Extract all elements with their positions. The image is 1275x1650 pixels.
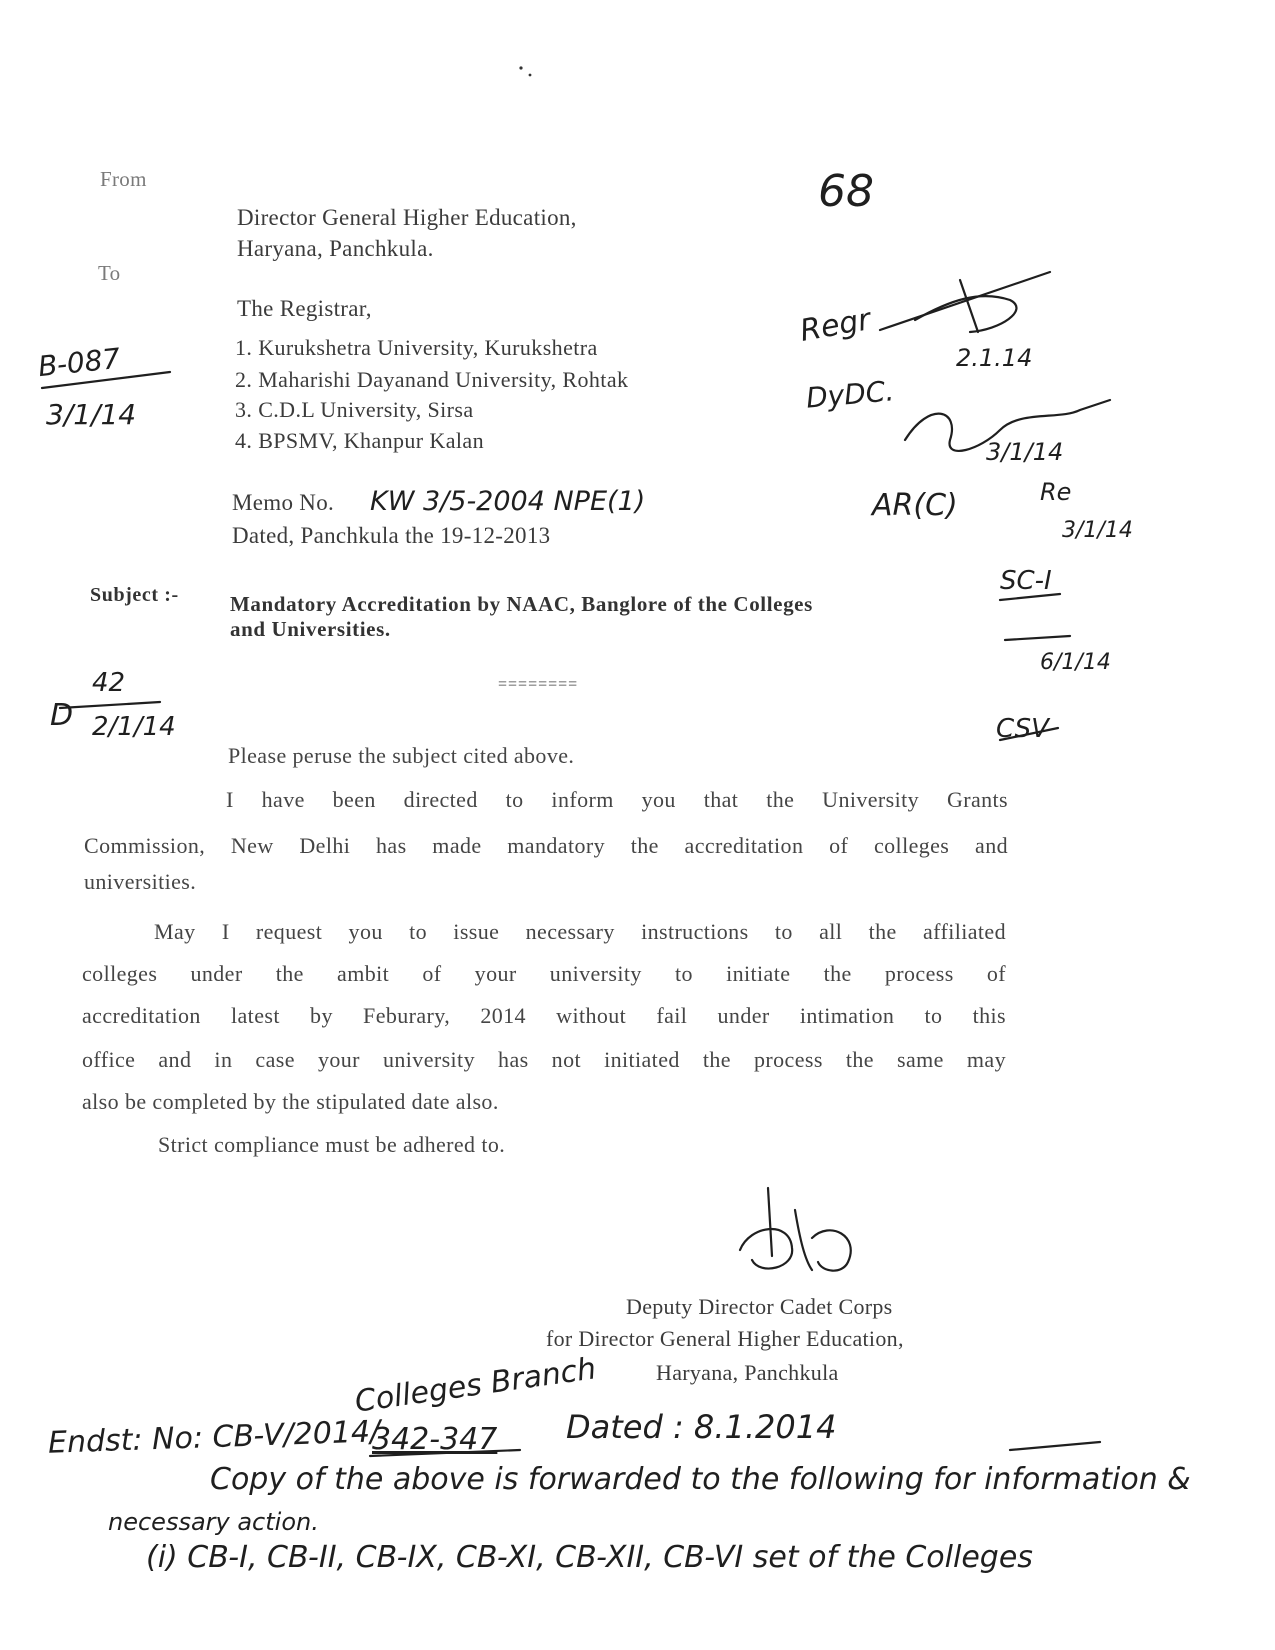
handwritten-endorsement-number: Endst: No: CB-V/2014/ — [47, 1414, 381, 1461]
handwritten-left-ref-date: 3/1/14 — [46, 398, 137, 431]
handwritten-left-d-date: 2/1/14 — [92, 712, 176, 742]
paragraph-3-line-2: colleges under the ambit of your university to initiate the process of — [82, 961, 1006, 986]
to-label: To — [98, 261, 121, 285]
paragraph-3-line-1: May I request you to issue necessary instructions to all the affiliated — [154, 919, 1006, 944]
paragraph-4: Strict compliance must be adhered to. — [158, 1132, 506, 1157]
paragraph-2-line-1: I have been directed to inform you that the University Grants — [226, 787, 1008, 812]
memo-number-handwritten: KW 3/5-2004 NPE(1) — [370, 486, 646, 517]
handwritten-sci: SC-I — [1000, 566, 1052, 596]
handwritten-endorsement-dated: Dated : 8.1.2014 — [566, 1408, 837, 1446]
paragraph-1: Please peruse the subject cited above. — [228, 743, 575, 768]
paragraph-3-line-4: office and in case your university has not initiated the process the same may — [82, 1047, 1006, 1072]
sender-line-1: Director General Higher Education, — [237, 205, 577, 230]
handwritten-csv: CSV — [996, 714, 1049, 744]
handwritten-copy-line: Copy of the above is forwarded to the following for information & — [210, 1462, 1191, 1497]
sender-line-2: Haryana, Panchkula. — [237, 236, 434, 261]
subject-label: Subject :- — [90, 584, 179, 606]
dated-line: Dated, Panchkula the 19-12-2013 — [232, 523, 551, 548]
handwritten-regr-date: 2.1.14 — [956, 344, 1033, 372]
signatory-place: Haryana, Panchkula — [656, 1360, 839, 1385]
handwritten-dydc: DyDC. — [804, 374, 896, 415]
recipient-item-3: 3. C.D.L University, Sirsa — [235, 397, 474, 422]
handwritten-regr: Regr — [797, 302, 874, 349]
recipient-item-4: 4. BPSMV, Khanpur Kalan — [235, 428, 484, 453]
handwritten-distribution-list: (i) CB-I, CB-II, CB-IX, CB-XI, CB-XII, CB-VI set of the Colleges — [146, 1540, 1033, 1575]
initials-signature — [905, 400, 1110, 451]
signatory-title: Deputy Director Cadet Corps — [626, 1294, 893, 1319]
handwritten-re: Re — [1040, 478, 1072, 506]
paragraph-2-line-3: universities. — [84, 869, 197, 894]
subject-line-2: and Universities. — [230, 617, 391, 641]
signature-stroke — [768, 1188, 772, 1256]
recipient-item-1: 1. Kurukshetra University, Kurukshetra — [235, 335, 598, 360]
from-label: From — [100, 167, 147, 191]
memo-label: Memo No. — [232, 490, 335, 515]
separator: ======== — [498, 676, 579, 693]
paragraph-3-line-5: also be completed by the stipulated date also. — [82, 1089, 499, 1114]
handwritten-page-number: 68 — [818, 166, 874, 217]
handwritten-left-d: D — [50, 698, 74, 733]
handwritten-left-d-number: 42 — [92, 668, 126, 698]
regr-strike — [880, 272, 1050, 330]
handwritten-necessary-action: necessary action. — [108, 1508, 319, 1536]
paragraph-3-line-3: accreditation latest by Feburary, 2014 without fail under intimation to this — [82, 1003, 1006, 1028]
paragraph-2-line-2: Commission, New Delhi has made mandatory the accreditation of colleges and — [84, 833, 1008, 858]
handwritten-colleges-branch: Colleges Branch — [352, 1351, 599, 1420]
handwritten-endorsement-range: 342-347 — [372, 1422, 498, 1457]
subject-line-1: Mandatory Accreditation by NAAC, Banglore of the Colleges — [230, 592, 813, 616]
handwritten-left-ref: B-087 — [36, 341, 122, 384]
handwritten-arc: AR(C) — [872, 488, 958, 523]
handwritten-re-date: 3/1/14 — [1062, 518, 1133, 543]
handwritten-initial-date: 3/1/14 — [986, 438, 1064, 466]
recipient-item-2: 2. Maharishi Dayanand University, Rohtak — [235, 367, 629, 392]
handwritten-sci-date: 6/1/14 — [1040, 650, 1111, 675]
recipient-title: The Registrar, — [237, 296, 372, 321]
left-ref-underline — [42, 372, 170, 388]
signatory-for-line: for Director General Higher Education, — [546, 1326, 904, 1351]
